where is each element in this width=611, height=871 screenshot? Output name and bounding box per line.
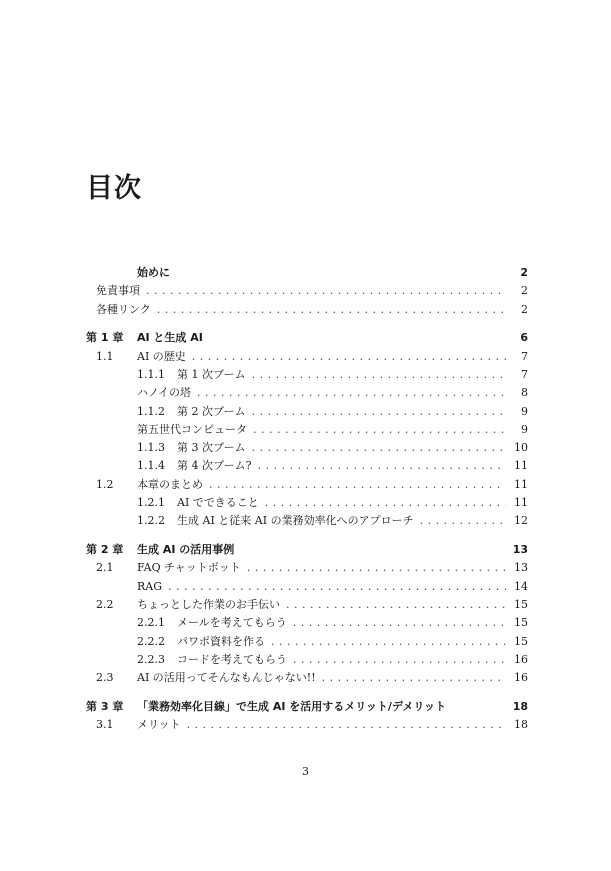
toc-chapter-title: 始めに (137, 266, 170, 279)
toc-subsection-number: 1.1.4 (137, 459, 165, 473)
toc-entry-title: 免責事項 (96, 284, 140, 298)
toc-paragraph-title: 第五世代コンピュータ (137, 422, 247, 436)
toc-page-number: 6 (520, 331, 528, 345)
toc-section-number: 2.1 (96, 561, 114, 575)
toc-section-row[interactable] (86, 716, 528, 734)
toc-entry-row[interactable] (86, 301, 528, 319)
toc-page-number: 7 (521, 349, 528, 363)
toc-section-number: 3.1 (96, 718, 114, 732)
toc-section-row[interactable] (86, 596, 528, 614)
toc-page-number: 18 (512, 700, 528, 714)
dot-leader (209, 476, 506, 494)
toc-subsection-number: 2.2.3 (137, 652, 165, 666)
toc-section-title: AI の歴史 (137, 349, 186, 363)
toc-subsection-title: 第 2 次ブーム (177, 404, 246, 418)
toc-paragraph-row[interactable] (86, 578, 528, 596)
toc-page-number: 8 (521, 386, 528, 400)
toc-subsection-row[interactable] (86, 512, 528, 530)
toc-subsection-number: 2.2.2 (137, 634, 165, 648)
dot-leader (157, 301, 506, 319)
page-number: 3 (302, 765, 309, 778)
dot-leader (293, 651, 506, 669)
toc-chapter-row[interactable] (86, 541, 528, 559)
toc-page-number: 13 (514, 561, 528, 575)
toc-subsection-row[interactable] (86, 651, 528, 669)
dot-leader (252, 403, 506, 421)
dot-leader (322, 669, 506, 687)
toc-page-number: 2 (520, 266, 528, 279)
dot-leader (265, 494, 506, 512)
dot-leader (286, 596, 506, 614)
toc-chapter-title: 「業務効率化目線」で生成 AI を活用するメリット/デメリット (137, 700, 446, 714)
dot-leader (293, 614, 506, 632)
toc-subsection-title: パワポ資料を作る (177, 634, 265, 648)
toc-subsection-number: 1.1.2 (137, 404, 165, 418)
toc-chapter-row[interactable] (86, 329, 528, 347)
toc-subsection-row[interactable] (86, 366, 528, 384)
dot-leader (192, 348, 506, 366)
toc-subsection-row[interactable] (86, 494, 528, 512)
toc-section-row[interactable] (86, 476, 528, 494)
toc-subsection-title: 生成 AI と従来 AI の業務効率化へのアプローチ (177, 514, 414, 528)
toc-subsection-row[interactable] (86, 403, 528, 421)
toc-entry-title: 各種リンク (96, 302, 151, 316)
toc-page-number: 18 (514, 718, 528, 732)
toc-page-number: 11 (514, 496, 528, 510)
toc-section-title: AI の活用ってそんなもんじゃない!! (137, 671, 316, 685)
toc-page-number: 15 (514, 616, 528, 630)
toc-chapter-row[interactable] (86, 698, 528, 716)
toc-page-number: 11 (514, 477, 528, 491)
dot-leader (146, 282, 506, 300)
table-of-contents (86, 264, 528, 735)
toc-page-number: 16 (514, 652, 528, 666)
toc-page-number: 2 (521, 284, 528, 298)
toc-chapter-row[interactable] (86, 264, 528, 282)
toc-subsection-row[interactable] (86, 439, 528, 457)
toc-page-number: 15 (514, 598, 528, 612)
toc-subsection-title: 第 3 次ブーム (177, 441, 246, 455)
toc-section-number: 2.2 (96, 598, 114, 612)
toc-paragraph-title: ハノイの塔 (137, 386, 192, 400)
dot-leader (420, 512, 506, 530)
toc-section-number: 2.3 (96, 671, 114, 685)
toc-chapter-number: 第 2 章 (86, 543, 124, 557)
toc-chapter-title: AI と生成 AI (137, 331, 203, 345)
toc-subsection-row[interactable] (86, 614, 528, 632)
dot-leader (247, 559, 506, 577)
toc-subsection-number: 1.1.3 (137, 441, 165, 455)
toc-section-row[interactable] (86, 348, 528, 366)
toc-section-row[interactable] (86, 559, 528, 577)
dot-leader (253, 421, 506, 439)
toc-page-number: 7 (521, 367, 528, 381)
toc-section-row[interactable] (86, 669, 528, 687)
toc-subsection-title: コードを考えてもらう (177, 652, 287, 666)
dot-leader (271, 633, 506, 651)
toc-paragraph-row[interactable] (86, 421, 528, 439)
toc-chapter-number: 第 3 章 (86, 700, 124, 714)
toc-section-number: 1.2 (96, 477, 114, 491)
toc-section-title: FAQ チャットボット (137, 561, 241, 575)
toc-subsection-number: 1.2.2 (137, 514, 165, 528)
toc-subsection-number: 1.1.1 (137, 367, 165, 381)
dot-leader (197, 384, 506, 402)
toc-page-number: 14 (514, 579, 528, 593)
toc-chapter-number: 第 1 章 (86, 331, 124, 345)
dot-leader (252, 439, 506, 457)
toc-paragraph-row[interactable] (86, 384, 528, 402)
dot-leader (252, 366, 506, 384)
toc-entry-row[interactable] (86, 282, 528, 300)
toc-subsection-title: 第 1 次ブーム (177, 367, 246, 381)
toc-section-title: 本章のまとめ (137, 477, 203, 491)
toc-subsection-title: メールを考えてもらう (177, 616, 287, 630)
toc-section-title: ちょっとした作業のお手伝い (137, 598, 280, 612)
dot-leader (187, 716, 506, 734)
toc-subsection-title: AI でできること (177, 496, 259, 510)
toc-paragraph-title: RAG (137, 579, 163, 593)
toc-chapter-title: 生成 AI の活用事例 (137, 543, 235, 557)
toc-page-number: 2 (521, 302, 528, 316)
toc-subsection-title: 第 4 次ブーム? (177, 459, 252, 473)
toc-page-number: 12 (514, 514, 528, 528)
toc-subsection-row[interactable] (86, 633, 528, 651)
toc-section-number: 1.1 (96, 349, 114, 363)
toc-page-number: 13 (512, 543, 528, 557)
toc-page-number: 15 (514, 634, 528, 648)
toc-subsection-number: 2.2.1 (137, 616, 165, 630)
toc-subsection-number: 1.2.1 (137, 496, 165, 510)
toc-page-number: 10 (514, 441, 528, 455)
page-title: 目次 (86, 173, 142, 204)
dot-leader (258, 457, 506, 475)
toc-section-title: メリット (137, 718, 181, 732)
toc-page-number: 9 (521, 404, 528, 418)
toc-page-number: 9 (521, 422, 528, 436)
toc-page-number: 16 (514, 671, 528, 685)
toc-page-number: 11 (514, 459, 528, 473)
dot-leader (168, 578, 506, 596)
toc-subsection-row[interactable] (86, 457, 528, 475)
